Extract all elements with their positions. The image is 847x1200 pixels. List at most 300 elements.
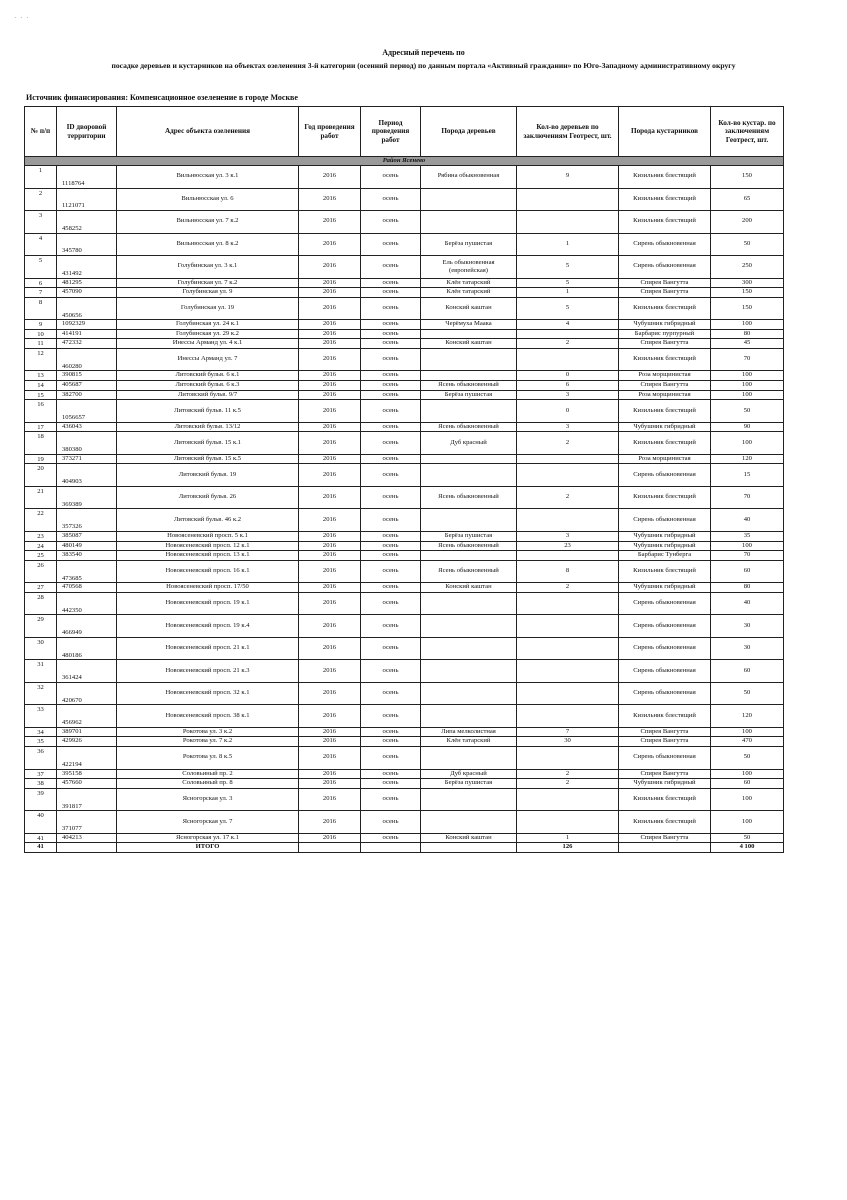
territory-id-cell: 473685 <box>57 560 117 583</box>
address-cell: Литовский бульв. 46 к.2 <box>117 509 299 532</box>
shrub-count-cell: 120 <box>711 705 784 728</box>
tree-count-cell <box>517 329 619 339</box>
tree-species-cell <box>421 348 517 371</box>
shrub-count-cell: 100 <box>711 541 784 551</box>
table-row <box>25 278 784 288</box>
row-number-cell: 14 <box>25 381 57 391</box>
address-cell: Новоясеневский просп. 12 к.1 <box>117 541 299 551</box>
period-cell: осень <box>361 278 421 288</box>
year-cell: 2016 <box>299 509 361 532</box>
tree-species-cell: Берёза пушистая <box>421 390 517 400</box>
address-cell: Вильнюсская ул. 7 к.2 <box>117 211 299 234</box>
shrub-count-cell: 50 <box>711 747 784 770</box>
table-row <box>25 329 784 339</box>
year-cell: 2016 <box>299 811 361 834</box>
year-cell: 2016 <box>299 592 361 615</box>
tree-species-cell <box>421 509 517 532</box>
col-header-shrub-species: Порода кустарников <box>619 107 711 157</box>
address-cell: Литовский бульв. 13/12 <box>117 422 299 432</box>
table-row <box>25 320 784 330</box>
period-cell: осень <box>361 769 421 779</box>
shrub-species-cell: Кизильник блестящий <box>619 788 711 811</box>
tree-count-cell: 0 <box>517 371 619 381</box>
address-cell: Новоясеневский просп. 19 к.1 <box>117 592 299 615</box>
territory-id-cell: 357326 <box>57 509 117 532</box>
period-cell: осень <box>361 583 421 593</box>
tree-species-cell <box>421 454 517 464</box>
territory-id-cell: 457660 <box>57 779 117 789</box>
address-cell: Новоясеневский просп. 5 к.1 <box>117 531 299 541</box>
table-row <box>25 583 784 593</box>
territory-id-cell: 422194 <box>57 747 117 770</box>
shrub-count-cell: 70 <box>711 551 784 561</box>
blank-cell <box>361 843 421 853</box>
tree-count-cell <box>517 551 619 561</box>
tree-species-cell: Дуб красный <box>421 769 517 779</box>
period-cell: осень <box>361 188 421 211</box>
territory-id-cell: 442350 <box>57 592 117 615</box>
period-cell: осень <box>361 233 421 256</box>
territory-id-cell: 1121071 <box>57 188 117 211</box>
row-number-cell: 41 <box>25 833 57 843</box>
col-header-tree-count: Кол-во деревьев по заключениям Геотрест, шт. <box>517 107 619 157</box>
shrub-species-cell: Сирень обыкновенная <box>619 637 711 660</box>
year-cell: 2016 <box>299 615 361 638</box>
territory-id-cell: 361424 <box>57 660 117 683</box>
shrub-species-cell: Роза морщинистая <box>619 390 711 400</box>
year-cell: 2016 <box>299 769 361 779</box>
table-row <box>25 660 784 683</box>
period-cell: осень <box>361 320 421 330</box>
row-number-cell: 9 <box>25 320 57 330</box>
blank-cell <box>421 843 517 853</box>
address-cell: Вильнюсская ул. 6 <box>117 188 299 211</box>
address-cell: Литовский бульв. 6 к.1 <box>117 371 299 381</box>
shrub-species-cell: Кизильник блестящий <box>619 297 711 320</box>
period-cell: осень <box>361 211 421 234</box>
row-number-cell: 24 <box>25 541 57 551</box>
period-cell: осень <box>361 737 421 747</box>
territory-id-cell: 391817 <box>57 788 117 811</box>
territory-id-cell: 404903 <box>57 464 117 487</box>
table-row <box>25 560 784 583</box>
table-row <box>25 682 784 705</box>
address-cell: Инессы Арманд ул. 7 <box>117 348 299 371</box>
table-row <box>25 737 784 747</box>
total-label-cell: ИТОГО <box>117 843 299 853</box>
row-number-cell: 11 <box>25 339 57 349</box>
shrub-species-cell: Барбарис пурпурный <box>619 329 711 339</box>
tree-species-cell <box>421 400 517 423</box>
shrub-count-cell: 100 <box>711 432 784 455</box>
tree-species-cell <box>421 637 517 660</box>
address-cell: Голубинская ул. 19 <box>117 297 299 320</box>
shrub-species-cell: Кизильник блестящий <box>619 705 711 728</box>
period-cell: осень <box>361 400 421 423</box>
tree-species-cell <box>421 660 517 683</box>
address-cell: Литовский бульв. 26 <box>117 486 299 509</box>
year-cell: 2016 <box>299 560 361 583</box>
row-number-cell: 7 <box>25 288 57 298</box>
tree-species-cell: Берёза пушистая <box>421 779 517 789</box>
period-cell: осень <box>361 705 421 728</box>
funding-source: Источник финансирования: Компенсационное озеленение в городе Москве <box>26 93 298 102</box>
tree-count-cell: 9 <box>517 166 619 189</box>
tree-species-cell <box>421 747 517 770</box>
blank-cell <box>299 843 361 853</box>
shrub-count-cell: 300 <box>711 278 784 288</box>
year-cell: 2016 <box>299 531 361 541</box>
period-cell: осень <box>361 339 421 349</box>
tree-count-cell <box>517 788 619 811</box>
tree-species-cell <box>421 211 517 234</box>
tree-count-cell <box>517 705 619 728</box>
tree-count-cell <box>517 615 619 638</box>
table-row <box>25 637 784 660</box>
table-row <box>25 779 784 789</box>
tree-count-cell: 4 <box>517 320 619 330</box>
year-cell: 2016 <box>299 432 361 455</box>
territory-id-cell: 405687 <box>57 381 117 391</box>
shrub-count-cell: 100 <box>711 320 784 330</box>
table-row <box>25 211 784 234</box>
territory-id-cell: 1118764 <box>57 166 117 189</box>
address-cell: Новоясеневский просп. 32 к.1 <box>117 682 299 705</box>
address-cell: Литовский бульв. 9/7 <box>117 390 299 400</box>
shrub-species-cell: Спирея Вангутта <box>619 288 711 298</box>
period-cell: осень <box>361 166 421 189</box>
shrub-species-cell: Кизильник блестящий <box>619 560 711 583</box>
shrub-species-cell: Спирея Вангутта <box>619 278 711 288</box>
row-number-cell: 12 <box>25 348 57 371</box>
address-cell: Ясногорская ул. 17 к.1 <box>117 833 299 843</box>
col-header-territory-id: ID дворовой территории <box>57 107 117 157</box>
table-row <box>25 422 784 432</box>
table-row <box>25 256 784 279</box>
table-row <box>25 705 784 728</box>
shrub-count-cell: 80 <box>711 329 784 339</box>
shrub-count-cell: 40 <box>711 592 784 615</box>
table-row <box>25 339 784 349</box>
year-cell: 2016 <box>299 390 361 400</box>
table-row <box>25 166 784 189</box>
tree-count-cell <box>517 637 619 660</box>
row-number-cell: 33 <box>25 705 57 728</box>
address-cell: Ясногорская ул. 3 <box>117 788 299 811</box>
planting-register-table <box>24 106 784 853</box>
year-cell: 2016 <box>299 297 361 320</box>
tree-count-cell: 2 <box>517 583 619 593</box>
shrub-species-cell: Сирень обыкновенная <box>619 464 711 487</box>
address-cell: Новоясеневский просп. 38 к.1 <box>117 705 299 728</box>
tree-count-cell <box>517 464 619 487</box>
address-cell: Голубинская ул. 24 к.1 <box>117 320 299 330</box>
year-cell: 2016 <box>299 637 361 660</box>
tree-species-cell: Берёза пушистая <box>421 233 517 256</box>
tree-species-cell: Конский каштан <box>421 339 517 349</box>
year-cell: 2016 <box>299 381 361 391</box>
row-number-cell: 3 <box>25 211 57 234</box>
shrub-count-cell: 65 <box>711 188 784 211</box>
shrub-species-cell: Сирень обыкновенная <box>619 509 711 532</box>
shrub-species-cell: Роза морщинистая <box>619 454 711 464</box>
period-cell: осень <box>361 531 421 541</box>
shrub-species-cell: Чубушник гибридный <box>619 320 711 330</box>
table-row <box>25 432 784 455</box>
period-cell: осень <box>361 615 421 638</box>
shrub-count-cell: 80 <box>711 583 784 593</box>
table-row <box>25 390 784 400</box>
col-header-number: № п/п <box>25 107 57 157</box>
tree-species-cell: Ясень обыкновенный <box>421 422 517 432</box>
address-cell: Голубинская ул. 3 к.1 <box>117 256 299 279</box>
shrub-species-cell: Сирень обыкновенная <box>619 233 711 256</box>
territory-id-cell: 369389 <box>57 486 117 509</box>
territory-id-cell: 1092329 <box>57 320 117 330</box>
tree-species-cell: Клён татарский <box>421 278 517 288</box>
shrub-species-cell: Сирень обыкновенная <box>619 747 711 770</box>
col-header-year: Год проведения работ <box>299 107 361 157</box>
row-number-cell: 27 <box>25 583 57 593</box>
year-cell: 2016 <box>299 583 361 593</box>
row-number-cell: 35 <box>25 737 57 747</box>
tree-species-cell <box>421 682 517 705</box>
period-cell: осень <box>361 381 421 391</box>
territory-id-cell: 429926 <box>57 737 117 747</box>
period-cell: осень <box>361 256 421 279</box>
tree-count-cell: 7 <box>517 727 619 737</box>
address-cell: Инессы Арманд ул. 4 к.1 <box>117 339 299 349</box>
territory-id-cell: 380380 <box>57 432 117 455</box>
tree-count-cell <box>517 682 619 705</box>
row-number-cell: 23 <box>25 531 57 541</box>
tree-species-cell: Ясень обыкновенный <box>421 541 517 551</box>
table-row <box>25 297 784 320</box>
period-cell: осень <box>361 422 421 432</box>
year-cell: 2016 <box>299 371 361 381</box>
row-number-cell: 6 <box>25 278 57 288</box>
period-cell: осень <box>361 432 421 455</box>
row-number-cell: 10 <box>25 329 57 339</box>
period-cell: осень <box>361 348 421 371</box>
address-cell: Голубинская ул. 29 к.2 <box>117 329 299 339</box>
table-row <box>25 454 784 464</box>
shrub-count-cell: 30 <box>711 637 784 660</box>
shrub-species-cell: Кизильник блестящий <box>619 348 711 371</box>
period-cell: осень <box>361 551 421 561</box>
table-row <box>25 833 784 843</box>
shrub-count-cell: 90 <box>711 422 784 432</box>
table-row <box>25 541 784 551</box>
tree-count-cell: 5 <box>517 297 619 320</box>
shrub-count-cell: 100 <box>711 381 784 391</box>
tree-species-cell <box>421 464 517 487</box>
table-header-row <box>25 107 784 157</box>
tree-count-cell: 23 <box>517 541 619 551</box>
shrub-species-cell: Барбарис Тунберга <box>619 551 711 561</box>
tree-species-cell: Конский каштан <box>421 833 517 843</box>
year-cell: 2016 <box>299 256 361 279</box>
territory-id-cell: 431492 <box>57 256 117 279</box>
table-row <box>25 509 784 532</box>
shrub-count-cell: 35 <box>711 531 784 541</box>
period-cell: осень <box>361 509 421 532</box>
tree-species-cell <box>421 615 517 638</box>
territory-id-cell: 390815 <box>57 371 117 381</box>
shrub-species-cell: Спирея Вангутта <box>619 769 711 779</box>
shrub-count-cell: 45 <box>711 339 784 349</box>
tree-species-cell <box>421 811 517 834</box>
tree-count-cell: 3 <box>517 531 619 541</box>
year-cell: 2016 <box>299 660 361 683</box>
address-cell: Рокотова ул. 3 к.2 <box>117 727 299 737</box>
tree-count-cell: 2 <box>517 339 619 349</box>
tree-count-cell: 5 <box>517 278 619 288</box>
shrub-species-cell: Спирея Вангутта <box>619 737 711 747</box>
year-cell: 2016 <box>299 211 361 234</box>
row-number-cell: 8 <box>25 297 57 320</box>
tree-species-cell: Ясень обыкновенный <box>421 381 517 391</box>
col-header-address: Адрес объекта озеленения <box>117 107 299 157</box>
tree-count-cell: 6 <box>517 381 619 391</box>
shrub-count-cell: 100 <box>711 788 784 811</box>
period-cell: осень <box>361 464 421 487</box>
row-number-cell: 15 <box>25 390 57 400</box>
row-number-cell: 26 <box>25 560 57 583</box>
year-cell: 2016 <box>299 747 361 770</box>
shrub-count-cell: 150 <box>711 288 784 298</box>
period-cell: осень <box>361 592 421 615</box>
tree-count-cell: 2 <box>517 432 619 455</box>
address-cell: Литовский бульв. 11 к.5 <box>117 400 299 423</box>
tree-count-cell: 2 <box>517 769 619 779</box>
shrub-species-cell: Сирень обыкновенная <box>619 592 711 615</box>
tree-count-cell <box>517 454 619 464</box>
tree-species-cell <box>421 188 517 211</box>
year-cell: 2016 <box>299 833 361 843</box>
address-cell: Голубинская ул. 9 <box>117 288 299 298</box>
address-cell: Новоясеневский просп. 17/50 <box>117 583 299 593</box>
tree-species-cell <box>421 705 517 728</box>
year-cell: 2016 <box>299 329 361 339</box>
period-cell: осень <box>361 288 421 298</box>
row-number-cell: 2 <box>25 188 57 211</box>
tree-count-cell <box>517 811 619 834</box>
tree-count-cell: 1 <box>517 833 619 843</box>
shrub-count-cell: 100 <box>711 371 784 381</box>
tree-count-cell: 3 <box>517 390 619 400</box>
tree-count-cell <box>517 348 619 371</box>
period-cell: осень <box>361 541 421 551</box>
year-cell: 2016 <box>299 551 361 561</box>
total-shrubs-cell: 4 100 <box>711 843 784 853</box>
period-cell: осень <box>361 833 421 843</box>
territory-id-cell: 436043 <box>57 422 117 432</box>
row-number-cell: 34 <box>25 727 57 737</box>
territory-id-cell: 420670 <box>57 682 117 705</box>
row-number-cell: 17 <box>25 422 57 432</box>
territory-id-cell: 382700 <box>57 390 117 400</box>
shrub-count-cell: 100 <box>711 390 784 400</box>
address-cell: Вильнюсская ул. 3 к.1 <box>117 166 299 189</box>
period-cell: осень <box>361 637 421 660</box>
period-cell: осень <box>361 297 421 320</box>
shrub-count-cell: 250 <box>711 256 784 279</box>
year-cell: 2016 <box>299 320 361 330</box>
shrub-count-cell: 60 <box>711 779 784 789</box>
table-row <box>25 348 784 371</box>
period-cell: осень <box>361 329 421 339</box>
shrub-count-cell: 60 <box>711 660 784 683</box>
shrub-count-cell: 120 <box>711 454 784 464</box>
table-row <box>25 769 784 779</box>
tree-species-cell <box>421 592 517 615</box>
address-cell: Новоясеневский просп. 21 к.1 <box>117 637 299 660</box>
shrub-species-cell: Спирея Вангутта <box>619 339 711 349</box>
row-number-cell: 21 <box>25 486 57 509</box>
shrub-species-cell: Спирея Вангутта <box>619 833 711 843</box>
table-row <box>25 615 784 638</box>
tree-count-cell <box>517 509 619 532</box>
tree-count-cell <box>517 747 619 770</box>
tree-count-cell: 3 <box>517 422 619 432</box>
row-number-cell: 38 <box>25 779 57 789</box>
tree-species-cell: Клён татарский <box>421 288 517 298</box>
tree-count-cell: 0 <box>517 400 619 423</box>
tree-count-cell <box>517 660 619 683</box>
document-subtitle: посадке деревьев и кустарников на объектах озеленения 3-й категории (осенний период) по данным портала «Активный гражданин» по Юго-Западному административному округу <box>111 61 736 70</box>
tree-species-cell: Берёза пушистая <box>421 531 517 541</box>
tree-count-cell: 5 <box>517 256 619 279</box>
territory-id-cell: 1056657 <box>57 400 117 423</box>
row-number-cell: 37 <box>25 769 57 779</box>
shrub-count-cell: 200 <box>711 211 784 234</box>
year-cell: 2016 <box>299 454 361 464</box>
address-cell: Рокотова ул. 8 к.5 <box>117 747 299 770</box>
shrub-count-cell: 50 <box>711 682 784 705</box>
territory-id-cell: 371077 <box>57 811 117 834</box>
table-row <box>25 531 784 541</box>
total-count-cell: 41 <box>25 843 57 853</box>
table-row <box>25 188 784 211</box>
shrub-species-cell: Чубушник гибридный <box>619 583 711 593</box>
tree-species-cell <box>421 551 517 561</box>
territory-id-cell: 458252 <box>57 211 117 234</box>
row-number-cell: 28 <box>25 592 57 615</box>
shrub-count-cell: 50 <box>711 233 784 256</box>
row-number-cell: 13 <box>25 371 57 381</box>
shrub-count-cell: 50 <box>711 400 784 423</box>
table-row <box>25 747 784 770</box>
shrub-species-cell: Чубушник гибридный <box>619 541 711 551</box>
year-cell: 2016 <box>299 737 361 747</box>
shrub-count-cell: 150 <box>711 166 784 189</box>
tree-count-cell: 30 <box>517 737 619 747</box>
row-number-cell: 40 <box>25 811 57 834</box>
shrub-species-cell: Кизильник блестящий <box>619 188 711 211</box>
col-header-period: Период проведения работ <box>361 107 421 157</box>
tree-count-cell <box>517 592 619 615</box>
shrub-species-cell: Спирея Вангутта <box>619 727 711 737</box>
shrub-count-cell: 100 <box>711 811 784 834</box>
table-row <box>25 288 784 298</box>
shrub-count-cell: 50 <box>711 833 784 843</box>
district-name: Район Ясенево <box>25 157 784 166</box>
row-number-cell: 1 <box>25 166 57 189</box>
shrub-species-cell: Кизильник блестящий <box>619 400 711 423</box>
tree-count-cell <box>517 211 619 234</box>
shrub-species-cell: Спирея Вангутта <box>619 381 711 391</box>
